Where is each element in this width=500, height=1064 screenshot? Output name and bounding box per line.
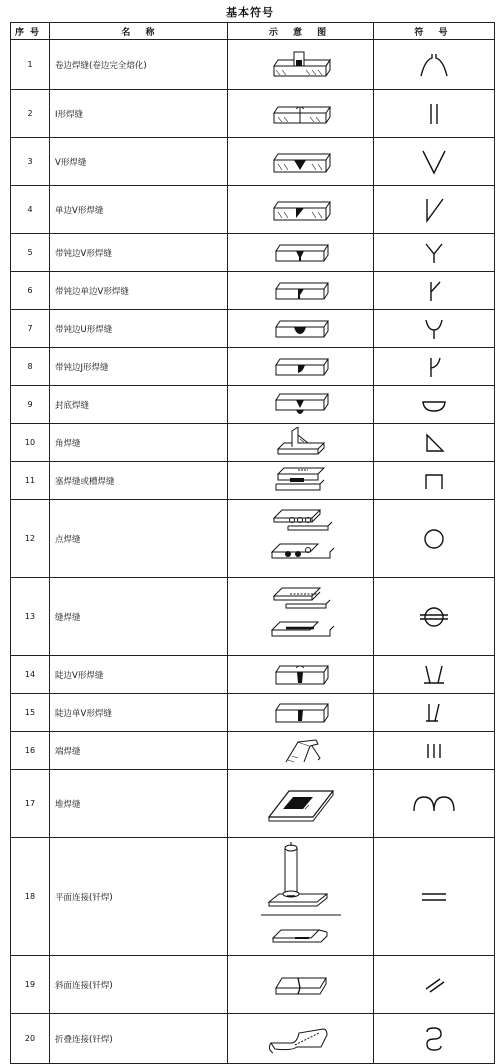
y-weld-symbol <box>374 241 494 265</box>
row-index: 18 <box>11 838 50 956</box>
row-index: 19 <box>11 956 50 1014</box>
table-row <box>11 310 495 348</box>
table-row <box>11 732 495 770</box>
row-name: 带钝边J形焊缝 <box>50 348 228 386</box>
table-row <box>11 656 495 694</box>
v-butt-weld-figure <box>228 146 373 178</box>
row-index: 4 <box>11 186 50 234</box>
weld-symbol-table <box>10 22 495 1064</box>
single-bevel-symbol <box>374 196 494 224</box>
seam-weld-figure <box>228 584 373 650</box>
table-row <box>11 348 495 386</box>
table-row <box>11 500 495 578</box>
table-row <box>11 40 495 90</box>
row-index: 2 <box>11 90 50 138</box>
row-name: 平面连接(钎焊) <box>50 838 228 956</box>
table-row <box>11 578 495 656</box>
surfacing-weld-figure <box>228 779 373 829</box>
j-weld-figure <box>228 353 373 381</box>
square-butt-weld-figure <box>228 99 373 129</box>
table-row <box>11 386 495 424</box>
spot-weld-symbol <box>374 526 494 552</box>
row-index: 10 <box>11 424 50 462</box>
row-index: 8 <box>11 348 50 386</box>
plug-weld-figure <box>228 466 373 496</box>
backing-weld-symbol <box>374 396 494 414</box>
row-name: 陡边V形焊缝 <box>50 656 228 694</box>
single-bevel-weld-figure <box>228 194 373 226</box>
surfacing-symbol <box>374 793 494 815</box>
u-weld-figure <box>228 315 373 343</box>
fold-joint-symbol <box>374 1026 494 1052</box>
row-name: 带钝边V形焊缝 <box>50 234 228 272</box>
edge-weld-symbol <box>374 740 494 762</box>
row-index: 1 <box>11 40 50 90</box>
table-row <box>11 838 495 956</box>
flanged-weld-symbol <box>374 52 494 78</box>
row-name: 带钝边U形焊缝 <box>50 310 228 348</box>
row-name: V形焊缝 <box>50 138 228 186</box>
fillet-weld-symbol <box>374 432 494 454</box>
header-symbol: 符 号 <box>374 23 495 40</box>
seam-weld-symbol <box>374 604 494 630</box>
row-index: 20 <box>11 1014 50 1064</box>
inclined-joint-symbol <box>374 975 494 995</box>
fold-joint-figure <box>228 1021 373 1057</box>
row-name: 带钝边单边V形焊缝 <box>50 272 228 310</box>
steep-v-weld-figure <box>228 660 373 690</box>
surface-joint-figure <box>228 842 373 952</box>
table-row <box>11 90 495 138</box>
row-index: 14 <box>11 656 50 694</box>
row-name: 角焊缝 <box>50 424 228 462</box>
table-row <box>11 694 495 732</box>
row-name: 堆焊缝 <box>50 770 228 838</box>
backing-weld-figure <box>228 390 373 420</box>
steep-v-symbol <box>374 663 494 687</box>
table-row <box>11 956 495 1014</box>
half-y-weld-symbol <box>374 279 494 303</box>
row-index: 7 <box>11 310 50 348</box>
header-name: 名 称 <box>50 23 228 40</box>
row-name: 缝焊缝 <box>50 578 228 656</box>
bevel-root-face-weld-figure <box>228 277 373 305</box>
row-index: 12 <box>11 500 50 578</box>
table-row <box>11 1014 495 1064</box>
row-index: 11 <box>11 462 50 500</box>
fillet-weld-figure <box>228 427 373 459</box>
row-name: 单边V形焊缝 <box>50 186 228 234</box>
table-row <box>11 272 495 310</box>
table-header-row <box>11 23 495 40</box>
header-index: 序号 <box>11 23 50 40</box>
row-name: I形焊缝 <box>50 90 228 138</box>
spot-weld-figure <box>228 506 373 572</box>
table-row <box>11 186 495 234</box>
plug-weld-symbol <box>374 471 494 491</box>
u-weld-symbol <box>374 317 494 341</box>
surface-joint-symbol <box>374 889 494 905</box>
square-weld-symbol <box>374 101 494 127</box>
page-title: 基本符号 <box>226 6 274 19</box>
row-name: 折叠连接(钎焊) <box>50 1014 228 1064</box>
header-figure: 示 意 图 <box>228 23 374 40</box>
edge-weld-figure <box>228 736 373 766</box>
row-index: 5 <box>11 234 50 272</box>
row-index: 17 <box>11 770 50 838</box>
table-row <box>11 234 495 272</box>
table-row <box>11 770 495 838</box>
row-index: 13 <box>11 578 50 656</box>
row-name: 点焊缝 <box>50 500 228 578</box>
steep-bevel-symbol <box>374 701 494 725</box>
v-root-face-weld-figure <box>228 239 373 267</box>
row-name: 卷边焊缝(卷边完全熔化) <box>50 40 228 90</box>
inclined-joint-figure <box>228 970 373 1000</box>
row-index: 9 <box>11 386 50 424</box>
table-row <box>11 424 495 462</box>
j-weld-symbol <box>374 355 494 379</box>
steep-bevel-weld-figure <box>228 698 373 728</box>
row-name: 端焊缝 <box>50 732 228 770</box>
row-name: 塞焊缝或槽焊缝 <box>50 462 228 500</box>
row-index: 6 <box>11 272 50 310</box>
row-name: 斜面连接(钎焊) <box>50 956 228 1014</box>
flanged-butt-weld-figure <box>228 48 373 82</box>
row-index: 16 <box>11 732 50 770</box>
row-name: 封底焊缝 <box>50 386 228 424</box>
v-weld-symbol <box>374 148 494 176</box>
row-index: 15 <box>11 694 50 732</box>
table-row <box>11 462 495 500</box>
row-index: 3 <box>11 138 50 186</box>
table-row <box>11 138 495 186</box>
row-name: 陡边单V形焊缝 <box>50 694 228 732</box>
